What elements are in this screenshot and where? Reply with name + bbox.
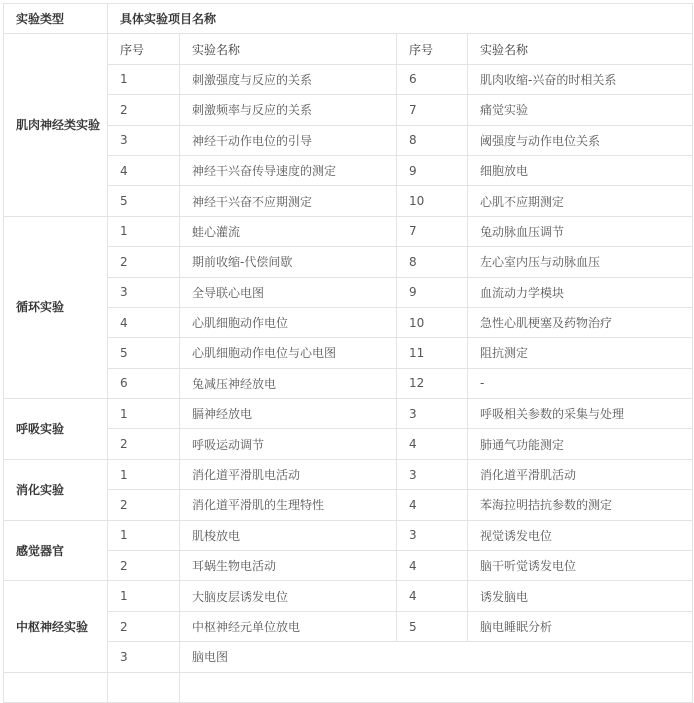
experiment-name: 神经干动作电位的引导 [180,125,397,155]
experiment-number: 4 [108,307,180,337]
experiment-name: 期前收缩-代偿间歇 [180,247,397,277]
experiment-number: 4 [397,429,468,459]
subheader-no: 序号 [108,34,180,64]
experiment-number: 5 [397,611,468,641]
experiment-number: 10 [397,186,468,216]
experiment-name: 消化道平滑肌活动 [468,459,693,489]
experiment-number: 5 [108,186,180,216]
experiment-number: 4 [108,155,180,185]
experiment-name: 阈强度与动作电位关系 [468,125,693,155]
experiment-number: 1 [108,64,180,94]
table-row [4,611,693,641]
table-row [4,399,693,429]
experiment-number: 3 [108,277,180,307]
experiment-number: 12 [397,368,468,398]
empty-cell [108,672,180,702]
experiment-name: 中枢神经元单位放电 [180,611,397,641]
experiment-name: 肌肉收缩-兴奋的时相关系 [468,64,693,94]
experiment-name: 大脑皮层诱发电位 [180,581,397,611]
experiment-number: 4 [397,490,468,520]
subheader-no: 序号 [397,34,468,64]
table-row [4,186,693,216]
experiment-number: 1 [108,399,180,429]
category-cell: 肌肉神经类实验 [4,34,108,216]
table-row [4,95,693,125]
experiment-number: 2 [108,95,180,125]
table-row [4,277,693,307]
experiment-name: 呼吸相关参数的采集与处理 [468,399,693,429]
header-experiment-type: 实验类型 [4,4,108,34]
experiment-name: 刺激频率与反应的关系 [180,95,397,125]
header-experiment-items: 具体实验项目名称 [108,4,693,34]
category-cell: 消化实验 [4,459,108,520]
table-row [4,368,693,398]
experiment-name: 神经干兴奋传导速度的测定 [180,155,397,185]
category-cell: 感觉器官 [4,520,108,581]
experiment-name: 肌梭放电 [180,520,397,550]
experiment-name: 阻抗测定 [468,338,693,368]
experiment-name: - [468,368,693,398]
category-cell: 循环实验 [4,216,108,398]
table-row [4,307,693,337]
experiment-number: 5 [108,338,180,368]
experiment-name: 消化道平滑肌电活动 [180,459,397,489]
experiment-name: 急性心肌梗塞及药物治疗 [468,307,693,337]
experiment-number: 1 [108,520,180,550]
experiment-number: 9 [397,155,468,185]
experiment-number: 1 [108,459,180,489]
experiment-number: 7 [397,216,468,246]
experiment-number: 3 [397,520,468,550]
table-row [4,429,693,459]
table-row [4,216,693,246]
experiment-name: 苯海拉明拮抗参数的测定 [468,490,693,520]
experiment-number: 2 [108,429,180,459]
experiment-number: 3 [108,642,180,672]
experiment-number: 8 [397,125,468,155]
experiment-name: 细胞放电 [468,155,693,185]
experiment-table [3,3,693,703]
experiment-number: 9 [397,277,468,307]
experiment-name: 兔动脉血压调节 [468,216,693,246]
table-row [4,155,693,185]
experiment-number: 2 [108,551,180,581]
experiment-name: 神经干兴奋不应期测定 [180,186,397,216]
experiment-name: 心肌不应期测定 [468,186,693,216]
experiment-name: 视觉诱发电位 [468,520,693,550]
table-row [4,125,693,155]
experiment-number: 3 [397,399,468,429]
experiment-number: 2 [108,490,180,520]
experiment-name: 脑电图 [180,642,693,672]
table-row [4,581,693,611]
subheader-name: 实验名称 [468,34,693,64]
experiment-name: 诱发脑电 [468,581,693,611]
subheader-row [4,34,693,64]
subheader-name: 实验名称 [180,34,397,64]
experiment-name: 血流动力学模块 [468,277,693,307]
experiment-name: 心肌细胞动作电位 [180,307,397,337]
experiment-name: 消化道平滑肌的生理特性 [180,490,397,520]
experiment-name: 膈神经放电 [180,399,397,429]
experiment-name: 脑电睡眠分析 [468,611,693,641]
experiment-number: 2 [108,611,180,641]
experiment-number: 4 [397,581,468,611]
table-row [4,490,693,520]
experiment-name: 脑干听觉诱发电位 [468,551,693,581]
table-header-row [4,4,693,34]
experiment-number: 6 [397,64,468,94]
experiment-name: 痛觉实验 [468,95,693,125]
experiment-number: 11 [397,338,468,368]
experiment-number: 1 [108,216,180,246]
table-row [4,64,693,94]
experiment-number: 3 [108,125,180,155]
table-row [4,459,693,489]
table-row [4,338,693,368]
category-cell: 呼吸实验 [4,399,108,460]
table-row [4,551,693,581]
table-row [4,642,693,672]
experiment-name: 刺激强度与反应的关系 [180,64,397,94]
experiment-name: 心肌细胞动作电位与心电图 [180,338,397,368]
experiment-name: 兔减压神经放电 [180,368,397,398]
empty-cell [180,672,693,702]
experiment-number: 6 [108,368,180,398]
experiment-name: 全导联心电图 [180,277,397,307]
experiment-number: 4 [397,551,468,581]
table-row [4,520,693,550]
experiment-name: 肺通气功能测定 [468,429,693,459]
experiment-number: 7 [397,95,468,125]
category-cell: 中枢神经实验 [4,581,108,672]
table-row [4,247,693,277]
experiment-number: 8 [397,247,468,277]
empty-cell [4,672,108,702]
experiment-number: 1 [108,581,180,611]
experiment-number: 10 [397,307,468,337]
experiment-name: 蛙心灌流 [180,216,397,246]
experiment-number: 2 [108,247,180,277]
experiment-name: 呼吸运动调节 [180,429,397,459]
experiment-number: 3 [397,459,468,489]
table-row-partial [4,672,693,702]
experiment-name: 左心室内压与动脉血压 [468,247,693,277]
experiment-name: 耳蜗生物电活动 [180,551,397,581]
